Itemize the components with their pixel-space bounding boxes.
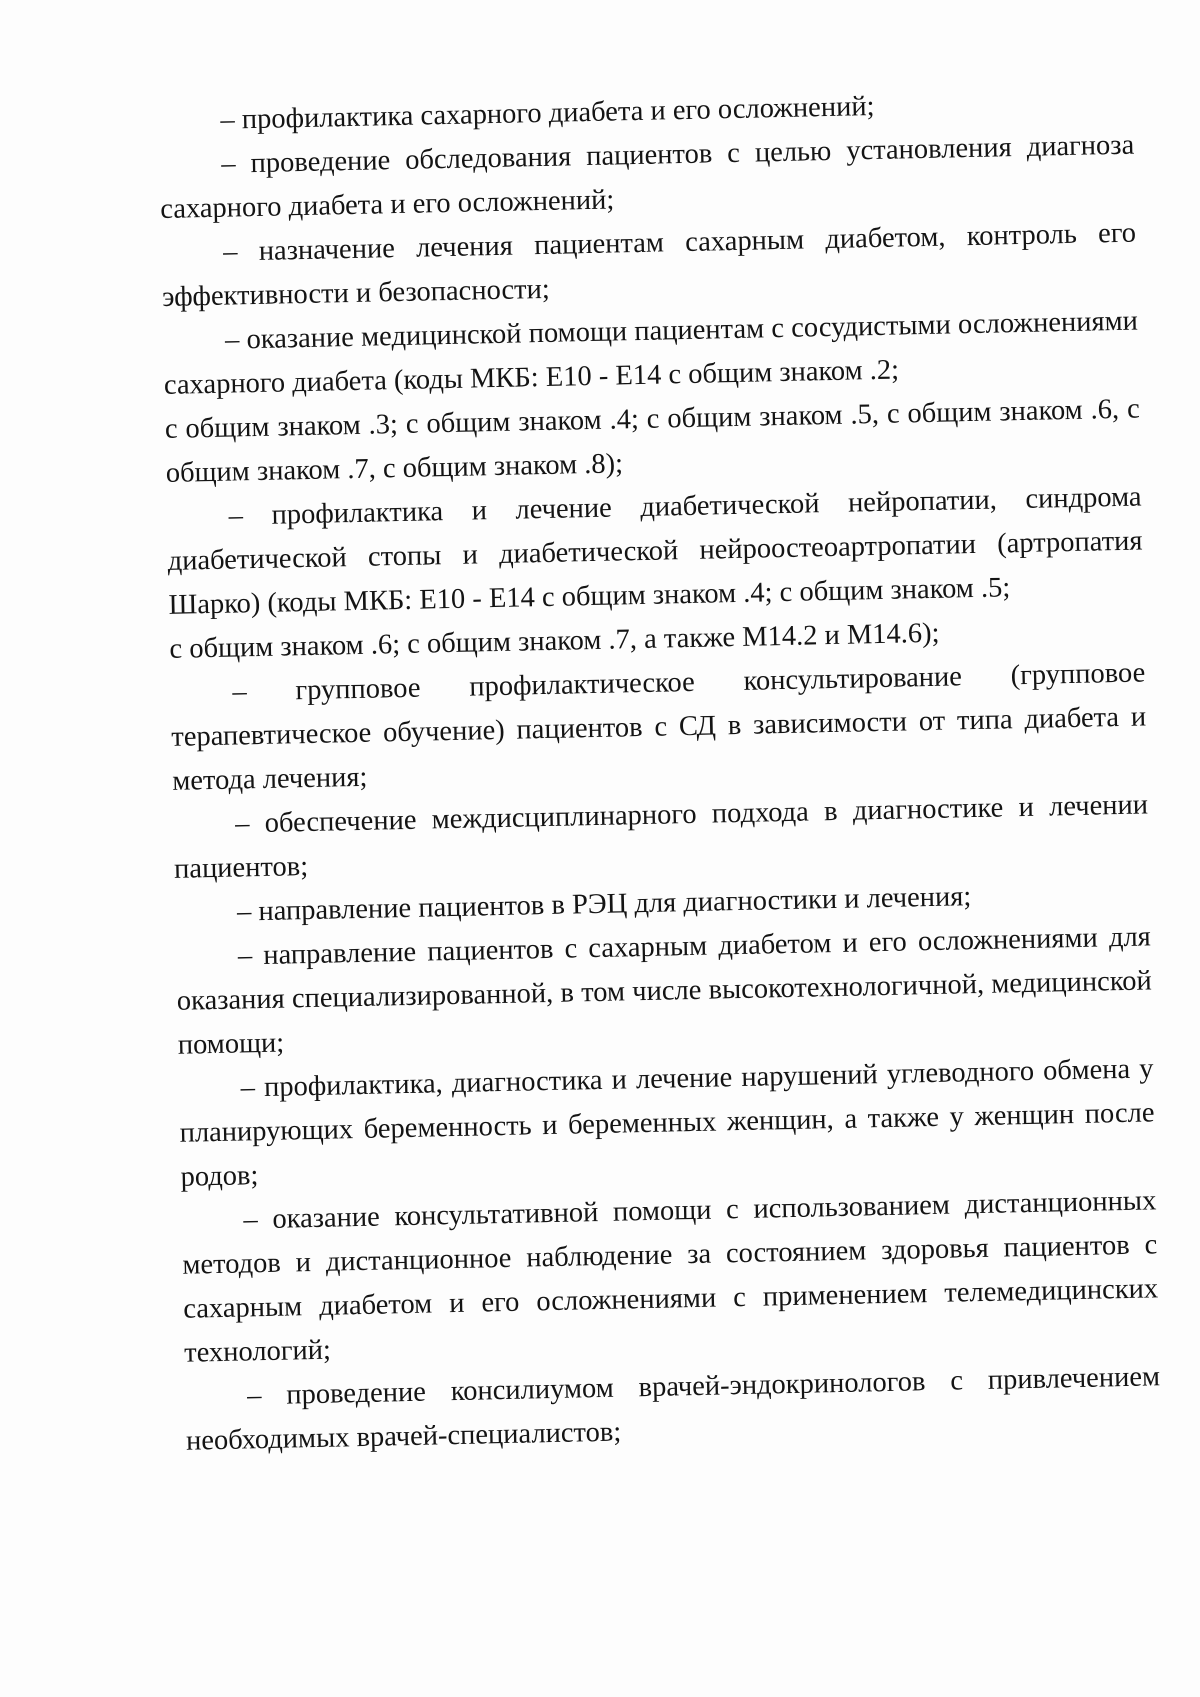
paragraph-10: – направление пациентов в РЭЦ для диагностики и лечения; xyxy=(236,881,972,928)
paragraph-7: с общим знаком .6; с общим знаком .7, а также М14.2 и М14.6); xyxy=(169,617,940,665)
paragraph-8: – групповое профилактическое консультирование (групповое терапевтическое обучение) пациентов с СД в зависимости от типа диабета и метода лечения; xyxy=(171,657,1147,797)
paragraph-13: – оказание консультативной помощи с использованием дистанционных методов и дистанционное наблюдение за состоянием здоровья пациентов с сахарным диабетом и его осложнениями с применением телемедицинских технологий; xyxy=(182,1185,1159,1369)
paragraph-11: – направление пациентов с сахарным диабетом и его осложнениями для оказания специализированной, в том числе высокотехнологичной, медицинской помощи; xyxy=(176,921,1152,1061)
paragraph-6: – профилактика и лечение диабетической нейропатии, синдрома диабетической стопы и диабетической нейроостеоартропатии (артропатия Шарко) (коды МКБ: Е10 - Е14 с общим знаком .4; с общим знаком .5; xyxy=(167,481,1143,621)
paragraph-14: – проведение консилиумом врачей-эндокринологов с привлечением необходимых врачей-специалистов; xyxy=(185,1361,1161,1457)
paragraph-4: – оказание медицинской помощи пациентам с сосудистыми осложнениями сахарного диабета (коды МКБ: Е10 - Е14 с общим знаком .2; xyxy=(163,305,1139,401)
paragraph-1: – профилактика сахарного диабета и его осложнений; xyxy=(220,91,875,136)
paragraph-2: – проведение обследования пациентов с целью установления диагноза сахарного диабета и его осложнений; xyxy=(159,129,1135,225)
document-body xyxy=(158,80,1161,1464)
paragraph-9: – обеспечение междисциплинарного подхода в диагностике и лечении пациентов; xyxy=(173,789,1149,885)
paragraph-3: – назначение лечения пациентам сахарным диабетом, контроль его эффективности и безопасности; xyxy=(161,217,1137,313)
paragraph-5: с общим знаком .3; с общим знаком .4; с общим знаком .5, с общим знаком .6, с общим знаком .7, с общим знаком .8); xyxy=(164,393,1141,489)
paragraph-12: – профилактика, диагностика и лечение нарушений углеводного обмена у планирующих беременность и беременных женщин, а также у женщин после родов; xyxy=(179,1053,1155,1193)
